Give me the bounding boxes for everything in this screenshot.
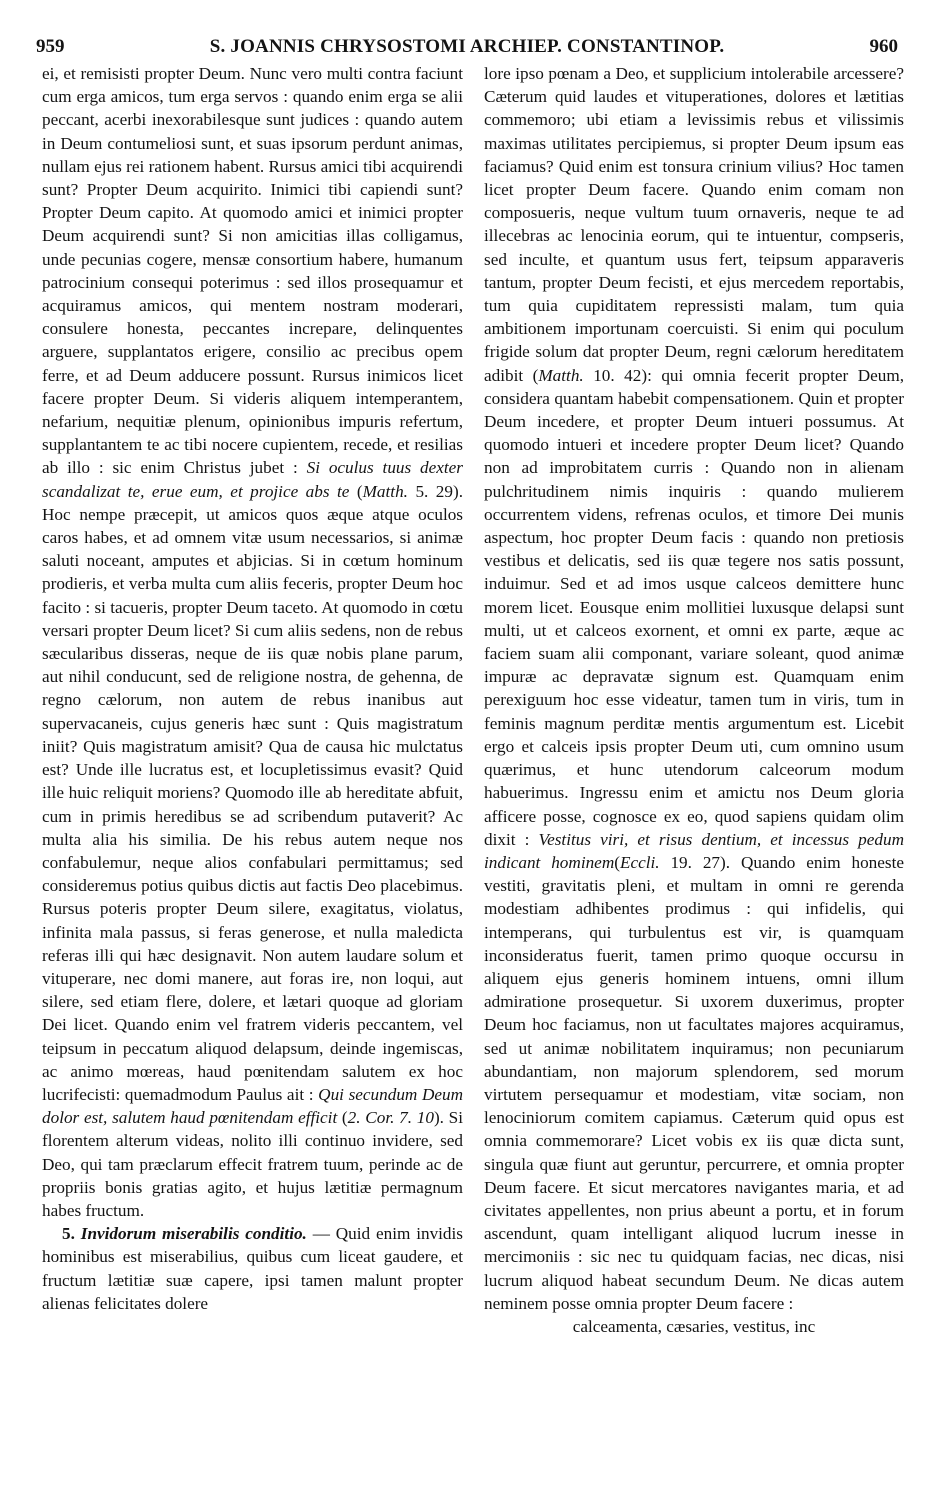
column-tail-line: calceamenta, cæsaries, vestitus, inc — [572, 1316, 816, 1336]
text-run: ei, et remisisti propter Deum. Nunc vero multi contra faciunt cum erga amicos, tum erga servos : quando enim erga se alii peccant, acerbi inexorabilesque sunt judices : quando autem in Deum contumeliosi sunt, et suas ipsorum perdunt animas, nullam ejus rei rationem habent. Rursus amici tibi acquirendi sunt? Propter Deum acquirito. Inimici tibi capiendi sunt? Propter Deum capito. At quomodo amici et inimici propter Deum acquirendi sunt? Si non amicitias illas colligamus, unde pecunias cogere, mensæ consortium habere, humanum patrocinium consequi poterimus : sed illos prosequamur et acquiramus amicos, qui mentem nostram moderari, consulere honesta, peccantes increpare, delinquentes arguere, supplantatos erigere, consilio ac precibus opem ferre, et ad Deum adducere possunt. Rursus inimicos licet facere propter Deum. Si videris aliquem intemperantem, nefarium, nequitiæ plenum, opinionibus impuris refertum, supplantantem te ac tibi nocere cupientem, recede, et resilias ab illo : sic enim Christus jubet : — [42, 64, 463, 478]
scripture-quote: Si oculus tuus dexter scandalizat te, erue eum, et projice abs te — [42, 458, 463, 501]
text-run: ). Quando enim honeste vestiti, gravitatis pleni, et multam in omni re gerenda modestiam adhibentes prodimus : qui infidelis, qui intemperans, qui turbulentus est vir, is quamquam inconsideratus fuerit, tamen primo quoque occursu in aliquem ejus generis hominem intuens, omni illum admiratione prosequetur. Si uxorem duxerimus, propter Deum hoc faciamus, non ut facultates majores acquiramus, sed ut animæ nobilitatem inquiramus; non pecuniarum abundantiam, non majorum splendorem, sed morum virtutem persequamur et modestiam, vitæ sociam, non lenociniorum comitem capiamus. Cæterum quid opus est omnia commemorare? Licet vobis ex iis quæ dicta sunt, singula quæ fiunt aut geruntur, percurrere, et omnia propter Deum facere. Et sicut mercatores navigantes maria, et ad civitates appellentes, non prius abeunt a portu, et in forum ascendunt, quam intelligant aliquod lucrum inesse in mercimoniis : sic nec tu quidquam facias, nec dicas, nisi lucrum aliquod habeat secundum Deum. Ne dicas autem neminem posse omnia propter Deum facere : — [484, 852, 904, 1313]
text-run: lore ipso pœnam a Deo, et supplicium intolerabile arcessere? Cæterum quid laudes et vituperationes, dolores et lætitias commemoro; ubi etiam a levissimis rebus et vilissimis maximas utilitates percipiemus, si propter Deum ipsum eas faciamus? Quid enim est tonsura crinium vilius? Hoc tamen licet propter Deum facere. Quando enim comam non composueris, neque vultum tuum ornaveris, neque te ad illecebras ac lenocinia eorum, qui te intuentur, compseris, sed inculte, et quantum usus fert, teipsum apparaveris tantum, propter Deum fecisti, et ejus mercedem reportabis, tum quia cupiditatem repressisti malam, tum quia ambitionem importunam coercuisti. Si enim qui poculum frigide solum dat propter Deum, regni cælorum hereditatem adibit ( — [484, 64, 904, 385]
scripture-reference-number: 19. 27 — [659, 852, 721, 872]
section-number: 5. — [62, 1224, 81, 1244]
scripture-reference: Eccli. — [619, 852, 660, 872]
scripture-quote: Vestitus viri, et risus dentium, et incessus pedum indicant hominem — [484, 829, 904, 872]
text-run: — Quid enim invidis hominibus est miserabilius, quibus cum liceat gaudere, et fructum lætitiæ suæ capere, ipsi tamen malunt propter alienas felicitates dolere — [42, 1224, 463, 1313]
text-run: 5. 29). Hoc nempe præcepit, ut amicos quos æque atque oculos caros habes, et ad omnem vitæ usum necessarios, si animæ saluti noceant, amputes et abjicias. Si in cœtum hominum prodieris, et verba multa cum aliis feceris, propter Deum hoc facito : si tacueris, propter Deum taceto. At quomodo in cœtu versari propter Deum licet? Si cum aliis sedens, non de rebus sæcularibus disseras, neque de iis quæ nobis plane parum, aut nihil conducunt, sed de religione nostra, de gehenna, de regno cælorum, non autem de rebus inanibus aut supervacaneis, cujus generis hæc sunt : Quis magistratum iniit? Quis magistratum amisit? Qua de causa hic mulctatus est? Unde ille lucratus est, et locupletissimus evasit? Quid ille huic reliquit moriens? Quomodo ille ab hereditate abfuit, cum in primis heredibus se ad scribendum putaverit? Ac multa alia his similia. De his rebus autem neque nos confabulemur, neque alios confabulari permittamus; sed consideremus potius quibus dictis aut factis Deo placebimus. Rursus poteris propter Deum silere, exagitatus, violatus, infinita mala passus, si feras generose, et nulla maledicta referas illi qui hæc designavit. Non autem laudare solum et vituperare, nec domi manere, aut foras ire, non loqui, aut silere, sed etiam flere, dolere, et lætari quoque ad gloriam Dei licet. Quando enim vel fratrem videris peccantem, vel teipsum in peccatum aliquod delapsum, deinde ingemiscas, ac animo mœreas, haud pœnitendam salutem ex hoc lucrifecisti: quemadmodum Paulus ait : — [42, 481, 463, 1104]
section-title: Invidorum miserabilis conditio. — [80, 1224, 307, 1244]
section-paragraph — [42, 1222, 463, 1315]
left-column — [42, 62, 463, 1482]
scripture-reference: 2. Cor. 7. 10 — [347, 1108, 434, 1128]
page-number-left: 959 — [36, 36, 65, 57]
text-run: ): qui omnia fecerit propter Deum, considera quantam habebit compensationem. Quin et propter Deum incedere, et propter Deum intueri possumus. At quomodo intueri et incedere propter Deum licet? Quando non ad improbitatem curris : Quando non in alienam pulchritudinem nimis inquiris : quando mulierem occurrentem videns, refrenas oculos, et timore Dei munis aspectum, hoc propter Deum facis : quando non pretiosis vestibus et delicatis, sed iis quæ tegere nos satis possunt, induimur. Sed et ad imos usque calceos demittere hunc morem licet. Eousque enim mollitiei luxusque delapsi sunt multi, ut et calceos exornent, et omni ex parte, æque ac faciem suam alii componant, variare soleant, quod animæ impuræ ac depravatæ signum est. Quamquam enim perexiguum hoc esse videatur, tamen tum in viris, tum in feminis magnum perditæ mentis argumentum est. Licebit ergo et calceis ipsis propter Deum uti, cum omnino usum quærimus, et hunc utendorum calceorum modum habuerimus. Ingressu enim et amictu nos Deum gloria afficere posse, cognosce ex eo, quod sapiens quidam olim dixit : — [484, 365, 904, 849]
scripture-quote: Qui secundum Deum dolor est, salutem haud pœnitendam efficit — [42, 1084, 463, 1128]
left-paragraph: ei, et remisisti propter Deum. Nunc vero multi contra faciunt cum erga amicos, tum erga servos : quando enim erga se alii peccant, acerbi inexorabilesque sunt judices : quando autem in Deum contumeliosi sunt, et suas ipsorum perdunt animas, nullam ejus rei rationem habent. Rursus amici tibi acquirendi sunt? Propter Deum acquirito. Inimici tibi capiendi sunt? Propter Deum capito. At quomodo amici et inimici propter Deum acquirendi sunt? Si non amicitias illas colligamus, unde pecunias cogere, mensæ consortium habere, humanum patrocinium consequi poterimus : sed illos prosequamur et acquiramus amicos, qui mentem nostram moderari, consulere honesta, peccantes increpare, delinquentes arguere, supplantatos erigere, consilio ac precibus opem ferre, et ad Deum adducere possunt. Rursus inimicos licet facere propter Deum. Si videris aliquem intemperantem, nefarium, nequitiæ plenum, opinionibus impuris refertum, supplantantem te ac tibi nocere cupientem, recede, et resilias ab illo : sic enim Christus jubet : Si oculus tuus dexter scandalizat te, erue eum, et projice abs te (Matth. 5. 29). Hoc nempe præcepit, ut amicos quos æque atque oculos caros habes, et ad omnem vitæ usum necessarios, si animæ saluti noceant, amputes et abjicias. Si in cœtum hominum prodieris, et verba multa cum aliis feceris, propter Deum hoc facito : si tacueris, propter Deum taceto. At quomodo in cœtu versari propter Deum licet? Si cum aliis sedens, non de rebus sæcularibus disseras, neque de iis quæ nobis plane parum, aut nihil conducunt, sed de religione nostra, de gehenna, de regno cælorum, non autem de rebus inanibus aut supervacaneis, cujus generis hæc sunt : Quis magistratum iniit? Quis magistratum amisit? Qua de causa hic mulctatus est? Unde ille lucratus est, et locupletissimus evasit? Quid ille huic reliquit moriens? Quomodo ille ab hereditate abfuit, cum in primis heredibus se ad scribendum putaverit? Ac multa alia his similia. De his rebus autem neque nos confabulemur, neque alios confabulari permittamus; sed consideremus potius quibus dictis aut factis Deo placebimus. Rursus poteris propter Deum silere, exagitatus, violatus, infinita mala passus, si feras generose, et nulla maledicta referas illi qui hæc designavit. Non autem laudare solum et vituperare, nec domi manere, aut foras ire, non loqui, aut silere, sed etiam flere, dolere, et lætari quoque ad gloriam Dei licet. Quando enim vel fratrem videris peccantem, vel teipsum in peccatum aliquod delapsum, deinde ingemiscas, ac animo mœreas, haud pœnitendam salutem ex hoc lucrifecisti: quemadmodum Paulus ait : Qui secundum Deum dolor est, salutem haud pœnitendam efficit (2. Cor. 7. 10). Si florentem alterum videas, nolito illi continuo invidere, sed Deo, qui tam præclarum effecit fratrem tuum, perinde ac de propriis bonis gratias agito, et hujus lætitiæ permagnum habes fructum. — [42, 64, 463, 1220]
running-title: S. JOANNIS CHRYSOSTOMI ARCHIEP. CONSTANTINOP. — [209, 36, 725, 57]
running-header — [36, 36, 898, 64]
page-number-right: 960 — [869, 36, 898, 57]
right-paragraph: lore ipso pœnam a Deo, et supplicium intolerabile arcessere? Cæterum quid laudes et vituperationes, dolores et lætitias commemoro; ubi etiam a levissimis rebus et vilissimis maximas utilitates percipiemus, si propter Deum ipsum eas faciamus? Quid enim est tonsura crinium vilius? Hoc tamen licet propter Deum facere. Quando enim comam non composueris, neque vultum tuum ornaveris, neque te ad illecebras ac lenocinia eorum, qui te intuentur, compseris, sed inculte, et quantum usus fert, teipsum apparaveris tantum, propter Deum fecisti, et ejus mercedem reportabis, tum quia cupiditatem repressisti malam, tum quia ambitionem importunam coercuisti. Si enim qui poculum frigide solum dat propter Deum, regni cælorum hereditatem adibit (Matth. 10. 42): qui omnia fecerit propter Deum, considera quantam habebit compensationem. Quin et propter Deum incedere, et propter Deum intueri possumus. At quomodo intueri et incedere propter Deum licet? Quando non ad improbitatem curris : Quando non in alienam pulchritudinem nimis inquiris : quando mulierem occurrentem videns, refrenas oculos, et timore Dei munis aspectum, hoc propter Deum facis : quando non pretiosis vestibus et delicatis, sed iis quæ tegere nos satis possunt, induimur. Sed et ad imos usque calceos demittere hunc morem licet. Eousque enim mollitiei luxusque delapsi sunt multi, ut et calceos exornent, et omni ex parte, æque ac faciem suam alii componant, variare soleant, quod animæ impuræ ac depravatæ signum est. Quamquam enim perexiguum hoc esse videatur, tamen tum in viris, tum in feminis magnum perditæ mentis argumentum est. Licebit ergo et calceis ipsis propter Deum uti, cum omnino usum quærimus, et hunc utendorum calceorum modum habuerimus. Ingressu enim et amictu nos Deum gloria afficere posse, cognosce ex eo, quod sapiens quidam olim dixit : Vestitus viri, et risus dentium, et incessus pedum indicant hominem(Eccli. 19. 27). Quando enim honeste vestiti, gravitatis pleni, et multam in omni re gerenda modestiam adhibentes prodimus : qui infidelis, qui intemperans, qui turbulentus est vir, is quamquam inconsideratus fuerit, tamen primo quoque occursu in aliquem ejus generis hominem intuens, omni illum admiratione prosequetur. Si uxorem duxerimus, propter Deum hoc faciamus, non ut facultates majores acquiramus, sed ut animæ nobilitatem inquiramus; non pecuniarum abundantiam, non majorum splendorem, sed morum virtutem persequamur et modestiam, vitæ sociam, non lenociniorum comitem capiamus. Cæterum quid opus est omnia commemorare? Licet vobis ex iis quæ dicta sunt, singula quæ fiunt aut geruntur, percurrere, et omnia propter Deum facere. Et sicut mercatores navigantes maria, et ad civitates appellentes, non prius abeunt a portu, et in forum ascendunt, quam intelligant aliquod lucrum inesse in mercimoniis : sic nec tu quidquam facias, nec dicas, nisi lucrum aliquod habeat secundum Deum. Ne dicas autem neminem posse omnia propter Deum facere : — [484, 64, 904, 1313]
scripture-reference: Matth. — [362, 481, 408, 501]
text-run: ). Si florentem alterum videas, nolito illi continuo invidere, sed Deo, qui tam præclarum effecit fratrem tuum, perinde ac de propriis bonis gratias agito, et hujus lætitiæ permagnum habes fructum. — [42, 1108, 463, 1220]
scripture-reference: Matth. — [538, 365, 584, 385]
scripture-reference-number: 10. 42 — [583, 365, 642, 385]
right-column — [484, 62, 904, 1482]
